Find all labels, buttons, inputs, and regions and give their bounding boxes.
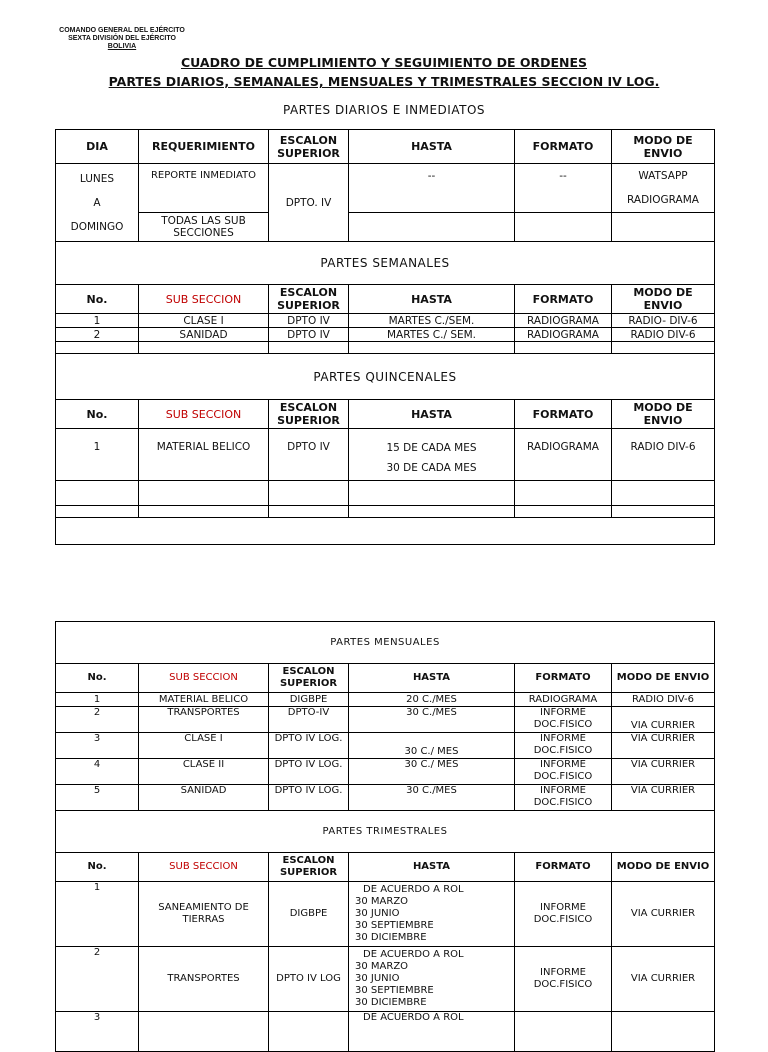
cell-formato: INFORME DOC.FISICO xyxy=(515,759,612,785)
cell-sub-seccion: MATERIAL BELICO xyxy=(139,693,269,707)
table-row xyxy=(56,481,715,506)
cell-escalon: DPTO IV LOG. xyxy=(269,759,349,785)
orders-table-2 xyxy=(55,621,715,1052)
col-header-escalon: ESCALON SUPERIOR xyxy=(269,400,349,429)
col-header-sub-seccion: SUB SECCION xyxy=(139,400,269,429)
cell-modo: VIA CURRIER xyxy=(612,733,715,759)
cell-escalon: DPTO IV xyxy=(269,429,349,481)
cell-formato: INFORME DOC.FISICO xyxy=(515,707,612,733)
empty-cell xyxy=(269,1012,349,1052)
cell-modo: VIA CURRIER xyxy=(612,947,715,1012)
cell-no: 1 xyxy=(56,314,139,328)
hasta-line: DE ACUERDO A ROL xyxy=(363,884,464,895)
hasta-line: 30 DE CADA MES xyxy=(386,462,477,474)
col-header-hasta: HASTA xyxy=(349,285,515,314)
col-header-escalon: ESCALON SUPERIOR xyxy=(269,853,349,882)
empty-cell xyxy=(139,1012,269,1052)
cell-modo: VIA CURRIER xyxy=(612,707,715,733)
col-header-formato: FORMATO xyxy=(515,853,612,882)
table-row xyxy=(56,164,715,213)
formato-cell: -- xyxy=(515,164,612,213)
cell-escalon: DPTO IV xyxy=(269,314,349,328)
cell-no: 1 xyxy=(56,429,139,481)
table-row xyxy=(56,947,715,1012)
col-header-modo: MODO DE ENVIO xyxy=(612,285,715,314)
col-header-formato: FORMATO xyxy=(515,285,612,314)
empty-cell xyxy=(139,481,269,506)
cell-hasta xyxy=(349,429,515,481)
cell-escalon: DPTO IV LOG. xyxy=(269,733,349,759)
empty-cell xyxy=(612,506,715,518)
section-row xyxy=(56,354,715,400)
table-row xyxy=(56,707,715,733)
cell-no: 4 xyxy=(56,759,139,785)
col-header-no: No. xyxy=(56,400,139,429)
cell-no: 2 xyxy=(56,707,139,733)
cell-modo: VIA CURRIER xyxy=(612,785,715,811)
cell-modo: RADIO- DIV-6 xyxy=(612,314,715,328)
empty-cell xyxy=(269,342,349,354)
cell-hasta: MARTES C./SEM. xyxy=(349,314,515,328)
col-header-formato: FORMATO xyxy=(515,400,612,429)
table-row xyxy=(56,733,715,759)
cell-hasta: 30 C./MES xyxy=(349,785,515,811)
modo-line: RADIOGRAMA xyxy=(627,194,699,206)
cell-hasta: MARTES C./ SEM. xyxy=(349,328,515,342)
document-subtitle: PARTES DIARIOS, SEMANALES, MENSUALES Y TRIMESTRALES SECCION IV LOG. xyxy=(108,74,660,89)
empty-cell xyxy=(612,1012,715,1052)
dia-cell xyxy=(56,164,139,242)
empty-cell xyxy=(612,342,715,354)
cell-escalon: DPTO-IV xyxy=(269,707,349,733)
cell-escalon: DPTO IV LOG. xyxy=(269,785,349,811)
col-header-hasta: HASTA xyxy=(349,400,515,429)
cell-formato: RADIOGRAMA xyxy=(515,314,612,328)
modo-cell xyxy=(612,164,715,213)
org-line-3: BOLIVIA xyxy=(107,43,137,50)
col-header-modo: MODO DE ENVIO xyxy=(612,853,715,882)
cell-formato: RADIOGRAMA xyxy=(515,693,612,707)
empty-cell xyxy=(269,506,349,518)
hasta-line: 30 SEPTIEMBRE xyxy=(355,920,434,931)
table-row xyxy=(56,759,715,785)
empty-cell xyxy=(56,481,139,506)
hasta-line: 30 MARZO xyxy=(355,961,409,972)
hasta-line: 30 SEPTIEMBRE xyxy=(355,985,434,996)
cell-sub-seccion: MATERIAL BELICO xyxy=(139,429,269,481)
col-header-hasta: HASTA xyxy=(349,853,515,882)
quincenales-header-row xyxy=(56,400,715,429)
col-header-escalon: ESCALON SUPERIOR xyxy=(269,664,349,693)
cell-formato: INFORME DOC.FISICO xyxy=(515,947,612,1012)
semanales-title: PARTES SEMANALES xyxy=(56,242,715,285)
mensuales-header-row xyxy=(56,664,715,693)
col-header-no: No. xyxy=(56,853,139,882)
trimestrales-title: PARTES TRIMESTRALES xyxy=(56,811,715,853)
org-line-1: COMANDO GENERAL DEL EJÉRCITO xyxy=(59,27,185,34)
col-header-formato: FORMATO xyxy=(515,130,612,164)
cell-sub-seccion: CLASE I xyxy=(139,314,269,328)
col-header-hasta: HASTA xyxy=(349,664,515,693)
req-cell: REPORTE INMEDIATO xyxy=(139,164,269,213)
empty-cell xyxy=(56,342,139,354)
hasta-line: 30 JUNIO xyxy=(355,973,400,984)
cell-hasta: 30 C./ MES xyxy=(349,759,515,785)
req-cell: TODAS LAS SUB SECCIONES xyxy=(139,213,269,242)
table-row xyxy=(56,314,715,328)
diarios-header-row xyxy=(56,130,715,164)
dia-line: DOMINGO xyxy=(70,220,124,233)
empty-cell xyxy=(515,506,612,518)
cell-modo: VIA CURRIER xyxy=(612,759,715,785)
hasta-line: 30 DICIEMBRE xyxy=(355,932,427,943)
hasta-line: 15 DE CADA MES xyxy=(386,442,477,454)
cell-modo: RADIO DIV-6 xyxy=(612,328,715,342)
cell-no: 5 xyxy=(56,785,139,811)
trimestrales-header-row xyxy=(56,853,715,882)
diarios-title: PARTES DIARIOS E INMEDIATOS xyxy=(282,103,486,117)
semanales-header-row xyxy=(56,285,715,314)
empty-cell xyxy=(515,481,612,506)
cell-hasta xyxy=(349,947,515,1012)
cell-escalon: DIGBPE xyxy=(269,693,349,707)
hasta-cell: -- xyxy=(349,164,515,213)
col-header-sub-seccion: SUB SECCION xyxy=(139,853,269,882)
cell-no: 3 xyxy=(56,733,139,759)
hasta-line: 30 JUNIO xyxy=(355,908,400,919)
table-row xyxy=(56,328,715,342)
table-row xyxy=(56,518,715,545)
quincenales-title: PARTES QUINCENALES xyxy=(56,354,715,400)
col-header-sub-seccion: SUB SECCION xyxy=(139,664,269,693)
table-row xyxy=(56,693,715,707)
cell-sub-seccion: TRANSPORTES xyxy=(139,947,269,1012)
col-header-dia: DIA xyxy=(56,130,139,164)
table-row xyxy=(56,785,715,811)
hasta-line: 30 MARZO xyxy=(355,896,409,907)
cell-no: 1 xyxy=(56,882,139,947)
col-header-formato: FORMATO xyxy=(515,664,612,693)
hasta-line: DE ACUERDO A ROL xyxy=(363,1012,464,1023)
col-header-escalon: ESCALON SUPERIOR xyxy=(269,285,349,314)
cell-escalon: DPTO IV LOG xyxy=(269,947,349,1012)
cell-sub-seccion: CLASE II xyxy=(139,759,269,785)
cell-hasta: 20 C./MES xyxy=(349,693,515,707)
cell-modo: RADIO DIV-6 xyxy=(612,693,715,707)
cell-formato: INFORME DOC.FISICO xyxy=(515,785,612,811)
table-row xyxy=(56,213,715,242)
empty-cell xyxy=(139,506,269,518)
empty-cell xyxy=(349,213,515,242)
document-title: CUADRO DE CUMPLIMIENTO Y SEGUIMIENTO DE ORDENES xyxy=(180,55,588,70)
col-header-no: No. xyxy=(56,285,139,314)
empty-cell xyxy=(56,506,139,518)
col-header-hasta: HASTA xyxy=(349,130,515,164)
cell-modo: RADIO DIV-6 xyxy=(612,429,715,481)
cell-hasta xyxy=(349,882,515,947)
mensuales-title: PARTES MENSUALES xyxy=(56,622,715,664)
cell-no: 2 xyxy=(56,947,139,1012)
cell-sub-seccion: SANIDAD xyxy=(139,328,269,342)
escalon-cell: DPTO. IV xyxy=(269,164,349,242)
col-header-modo: MODO DE ENVIO xyxy=(612,400,715,429)
modo-line: WATSAPP xyxy=(638,170,688,182)
table-row xyxy=(56,882,715,947)
cell-sub-seccion: TRANSPORTES xyxy=(139,707,269,733)
section-row xyxy=(56,811,715,853)
empty-cell xyxy=(349,506,515,518)
org-header xyxy=(58,27,186,51)
orders-table-1 xyxy=(55,129,715,545)
table-row xyxy=(56,342,715,354)
cell-formato: RADIOGRAMA xyxy=(515,328,612,342)
hasta-line: 30 DICIEMBRE xyxy=(355,997,427,1008)
cell-sub-seccion: SANIDAD xyxy=(139,785,269,811)
table-row xyxy=(56,1012,715,1052)
empty-cell xyxy=(612,213,715,242)
cell-no: 1 xyxy=(56,693,139,707)
section-row xyxy=(56,242,715,285)
cell-formato: RADIOGRAMA xyxy=(515,429,612,481)
col-header-requerimiento: REQUERIMIENTO xyxy=(139,130,269,164)
table-row xyxy=(56,429,715,481)
col-header-no: No. xyxy=(56,664,139,693)
empty-cell xyxy=(349,342,515,354)
table-row xyxy=(56,506,715,518)
empty-cell xyxy=(515,1012,612,1052)
cell-hasta: 30 C./MES xyxy=(349,707,515,733)
col-header-escalon: ESCALON SUPERIOR xyxy=(269,130,349,164)
cell-hasta xyxy=(349,1012,515,1052)
col-header-modo: MODO DE ENVIO xyxy=(612,130,715,164)
hasta-line: DE ACUERDO A ROL xyxy=(363,949,464,960)
cell-sub-seccion: CLASE I xyxy=(139,733,269,759)
cell-formato: INFORME DOC.FISICO xyxy=(515,882,612,947)
cell-hasta: 30 C./ MES xyxy=(349,733,515,759)
empty-cell xyxy=(349,481,515,506)
section-row xyxy=(56,622,715,664)
cell-escalon: DIGBPE xyxy=(269,882,349,947)
cell-sub-seccion: SANEAMIENTO DE TIERRAS xyxy=(139,882,269,947)
empty-cell xyxy=(139,342,269,354)
org-line-2: SEXTA DIVISIÓN DEL EJÉRCITO xyxy=(68,35,176,42)
empty-cell xyxy=(612,481,715,506)
empty-cell xyxy=(515,213,612,242)
empty-cell xyxy=(515,342,612,354)
cell-no: 2 xyxy=(56,328,139,342)
cell-no: 3 xyxy=(56,1012,139,1052)
dia-line: LUNES xyxy=(79,172,115,185)
empty-cell xyxy=(56,518,715,545)
cell-formato: INFORME DOC.FISICO xyxy=(515,733,612,759)
cell-escalon: DPTO IV xyxy=(269,328,349,342)
col-header-sub-seccion: SUB SECCION xyxy=(139,285,269,314)
cell-modo: VIA CURRIER xyxy=(612,882,715,947)
dia-line: A xyxy=(93,196,101,209)
empty-cell xyxy=(269,481,349,506)
col-header-modo: MODO DE ENVIO xyxy=(612,664,715,693)
